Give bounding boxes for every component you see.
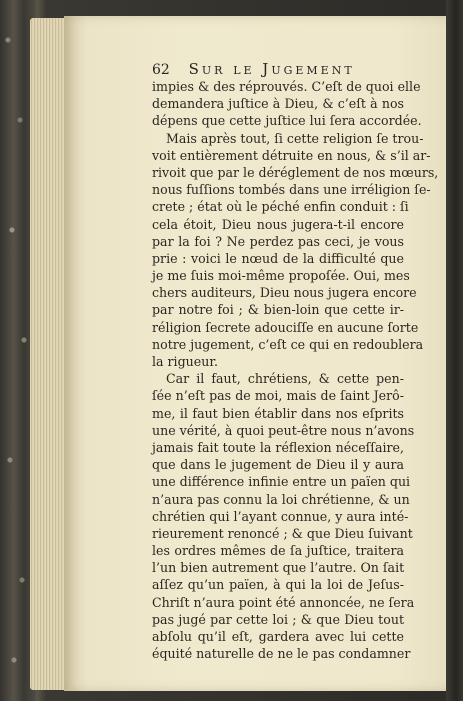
text-line: rivoit que par le déréglement de nos mœurs, <box>152 164 439 180</box>
text-line: jamais fait toute la réflexion néceſſaire, <box>152 439 404 455</box>
text-line: les ordres mêmes de ſa juſtice, traitera <box>152 543 404 559</box>
cover-edge-right <box>446 0 463 701</box>
text-line: pas jugé par cette loi ; & que Dieu tout <box>152 611 404 627</box>
text-line: notre jugement, c’eſt ce qui en redoublera <box>152 336 424 352</box>
page-number: 62 <box>152 62 170 78</box>
text-line: par notre foi ; & bien-loin que cette ir- <box>152 302 404 318</box>
text-line: chers auditeurs, Dieu nous jugera encore <box>152 285 417 301</box>
text-line: cela étoit, Dieu nous jugera-t-il encore <box>152 216 404 232</box>
text-line: crete ; état où le péché enfin conduit : ſi <box>152 199 409 215</box>
text-line: une différence infinie entre un païen qui <box>152 474 411 490</box>
text-line: ſée n’eſt pas de moi, mais de ſaint Jerô- <box>152 388 404 404</box>
text-line: que dans le jugement de Dieu il y aura <box>152 457 404 473</box>
text-line: je me ſuis moi-même propoſée. Oui, mes <box>152 268 410 284</box>
text-line: l’un bien autrement que l’autre. On ſait <box>152 560 405 576</box>
running-header <box>152 60 452 80</box>
book-spine <box>0 0 34 701</box>
text-line: une vérité, à quoi peut-être nous n’avons <box>152 422 415 438</box>
body-text <box>152 78 439 662</box>
running-title: Sur le Jugement <box>188 60 355 78</box>
text-line: la rigueur. <box>152 354 218 369</box>
text-line: chrétien qui l’ayant connue, y aura inté- <box>152 508 409 524</box>
text-line: me, il faut bien établir dans nos eſprits <box>152 405 404 421</box>
text-line: Chriſt n’aura point été annoncée, ne ſera <box>152 594 415 610</box>
text-line: voit entièrement détruite en nous, & s’il ar- <box>152 147 431 163</box>
text-line: aſſez qu’un païen, à qui la loi de Jeſus- <box>152 577 404 593</box>
text-line: abſolu qu’il eſt, gardera avec lui cette <box>152 629 404 644</box>
text-line: dépens que cette juſtice lui ſera accordée. <box>152 113 422 129</box>
text-line: prie : voici le nœud de la difficulté que <box>152 250 404 266</box>
text-line: réligion ſecrete adouciſſe en aucune ſorte <box>152 319 419 335</box>
text-line: par la foi ? Ne perdez pas ceci, je vous <box>152 233 404 249</box>
text-line: n’aura pas connu la loi chrétienne, & un <box>152 491 410 507</box>
text-line: équité naturelle de ne le pas condamner <box>152 646 411 662</box>
text-line: demandera juſtice à Dieu, & c’eſt à nos <box>152 96 404 112</box>
text-line: nous fuſſions tombés dans une irréligion ſe- <box>152 182 431 198</box>
text-line: Mais après tout, ſi cette religion ſe trou- <box>166 130 424 146</box>
text-line: impies & des réprouvés. C’eſt de quoi elle <box>152 79 421 94</box>
text-line: Car il faut, chrétiens, & cette pen- <box>166 371 404 387</box>
text-line: rieurement renoncé ; & que Dieu ſuivant <box>152 525 413 541</box>
